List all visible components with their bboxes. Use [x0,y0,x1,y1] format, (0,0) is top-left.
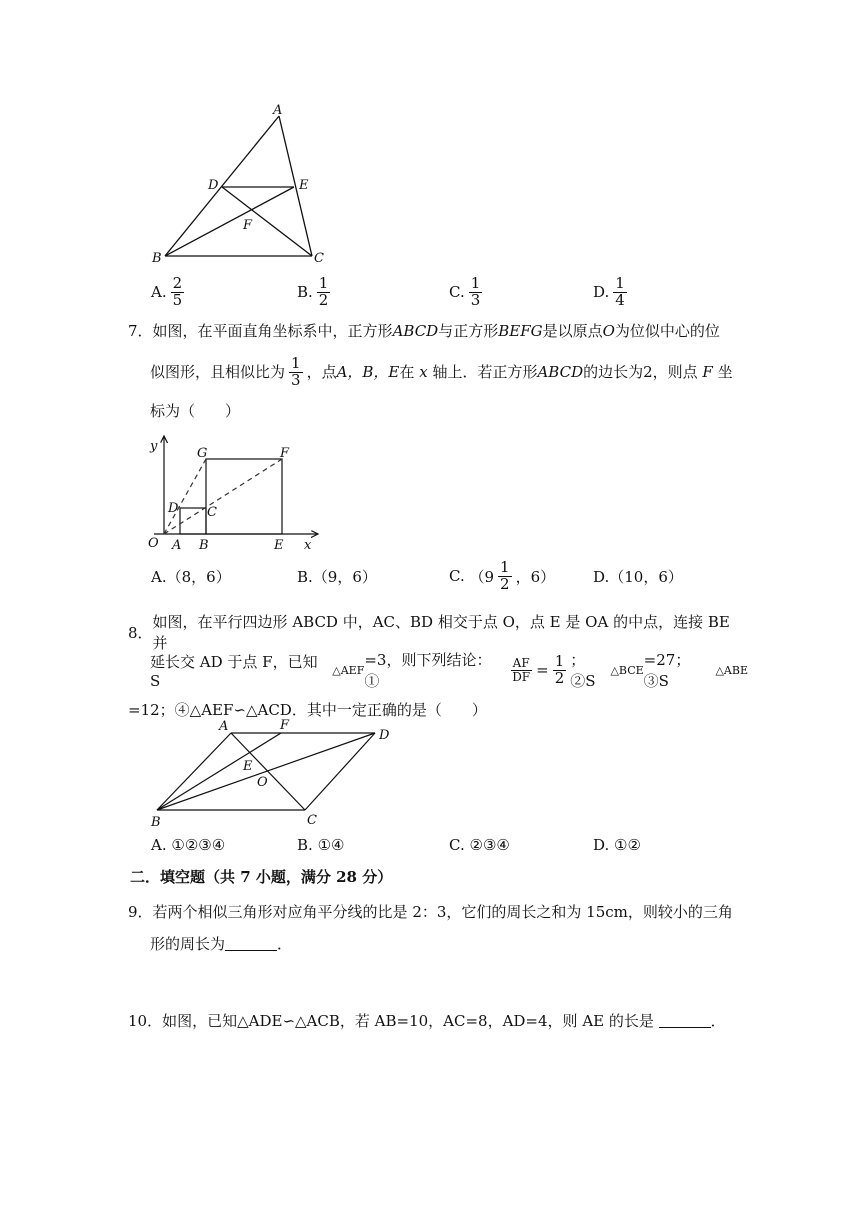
q6-option-a[interactable]: A. $\frac{2}{5}$ [151,274,183,309]
answer-blank[interactable] [225,936,277,951]
fraction: $\frac{1}{3}$ [470,274,481,309]
label-D: D [208,178,219,193]
q8-stem: 8． 如图，在平行四边形 ABCD 中，AC、BD 相交于点 O，点 E 是 OA 的中点，连接 BE 并 延长交 AD 于点 F，已知 S △AEF =3，则下列结论：① $\frac{AF}{DF}$ = $\frac{1}{2}$ ；②S △BCE =27；③S △ABE =12；④△AEF∽△ACD．其中一定正确的是（ ） [128,613,748,719]
fraction: $\frac{1}{4}$ [615,274,625,309]
af-df-fraction: $\frac{AF}{DF}$ [512,655,531,684]
label-E: E [274,538,284,553]
q9-stem: 9． 若两个相似三角形对应角平分线的比是 2：3，它们的周长之和为 15cm，则较小的三角 形的周长为 ． [128,902,733,953]
axis-x-label: x [304,538,312,553]
q6-triangle-figure [140,100,340,270]
q7-option-b[interactable]: B. （9，6） [297,567,377,586]
fraction: $\frac{1}{2}$ [500,558,510,593]
label-F: F [280,718,290,733]
q8-option-c[interactable]: C. ②③④ [449,836,510,854]
q7-coordinate-figure [142,432,332,554]
q8-option-a[interactable]: A. ①②③④ [151,836,226,854]
label-A: A [172,538,182,553]
q7-option-c[interactable]: C. （9 $\frac{1}{2}$ ，6） [449,558,556,593]
label-O: O [257,775,268,790]
q7-stem: 7．如图，在平面直角坐标系中，正方形ABCD与正方形BEFG是以原点O为位似中心的位 似图形，且相似比为 $\frac{1}{3}$ ，点 A，B，E 在 x 轴上．若正方形 ABCD 的边长为2，则点 F 坐 标为（ ） [128,322,733,420]
q8-option-d[interactable]: D. ①② [593,836,641,854]
q8-parallelogram-figure [145,716,405,834]
label-F: F [280,446,290,461]
label-D: D [168,501,179,516]
label-B: B [151,815,161,830]
q7-option-a[interactable]: A. （8，6） [151,567,231,586]
q10-stem: 10． 如图，已知△ADE∽△ACB，若 AB=10，AC=8，AD=4，则 AE 的长是 ． [128,1011,726,1030]
q7-option-d[interactable]: D. （10，6） [593,567,683,586]
fraction: $\frac{1}{2}$ [318,274,329,309]
label-G: G [197,446,208,461]
label-F: F [243,218,253,233]
axis-y-label: y [150,439,158,454]
q6-option-b[interactable]: B. $\frac{1}{2}$ [297,274,329,309]
label-O: O [148,536,159,551]
label-A: A [219,719,229,734]
label-C: C [307,813,317,828]
q8-option-b[interactable]: B. ①④ [297,836,345,854]
label-C: C [314,251,324,266]
label-A: A [273,103,283,118]
section-title-fill-in: 二．填空题（共 7 小题，满分 28 分） [130,868,393,886]
fraction: $\frac{2}{5}$ [172,274,183,309]
label-D: D [379,728,390,743]
label-B: B [152,251,162,266]
label-C: C [207,505,217,520]
label-E: E [243,759,253,774]
q6-option-d[interactable]: D. $\frac{1}{4}$ [593,274,625,309]
answer-blank[interactable] [659,1013,711,1028]
q6-option-c[interactable]: C. $\frac{1}{3}$ [449,274,481,309]
ratio-fraction: $\frac{1}{3}$ [291,353,301,389]
label-E: E [299,178,309,193]
label-B: B [199,538,209,553]
half-fraction: $\frac{1}{2}$ [554,651,565,687]
